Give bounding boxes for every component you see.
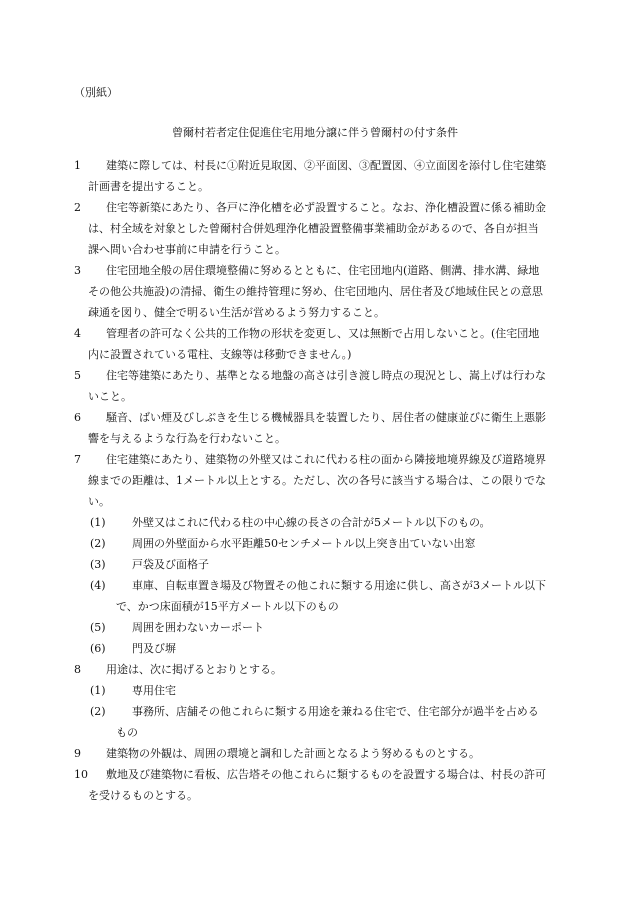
sub-item-number: (2) bbox=[90, 537, 106, 550]
condition-item-1 bbox=[74, 155, 548, 197]
condition-item-5 bbox=[74, 365, 548, 407]
sub-item-number: (5) bbox=[90, 621, 106, 634]
item-number: 1 bbox=[74, 159, 81, 172]
item-number: 4 bbox=[74, 327, 81, 340]
sub-item-7-3 bbox=[74, 554, 548, 575]
condition-item-7 bbox=[74, 449, 548, 512]
condition-item-2 bbox=[74, 197, 548, 260]
item-number: 3 bbox=[74, 264, 81, 277]
sub-item-number: (2) bbox=[90, 705, 106, 718]
item-text: 騒音、ばい煙及びしぶきを生じる機械器具を装置したり、居住者の健康並びに衛生上悪影響を与えるような行為を行わないこと。 bbox=[88, 411, 546, 445]
item-text: 住宅等新築にあたり、各戸に浄化槽を必ず設置すること。なお、浄化槽設置に係る補助金は、村全域を対象とした曾爾村合併処理浄化槽設置整備事業補助金があるので、各自が担当課へ問い合わせ事前に申請を行うこと。 bbox=[88, 201, 546, 256]
condition-item-4 bbox=[74, 323, 548, 365]
item-text: 建築に際しては、村長に①附近見取図、②平面図、③配置図、④立面図を添付し住宅建築計画書を提出すること。 bbox=[88, 159, 546, 193]
sub-item-text: 門及び塀 bbox=[132, 642, 176, 655]
sub-item-7-2 bbox=[74, 533, 548, 554]
sub-item-number: (3) bbox=[90, 558, 106, 571]
conditions-list bbox=[74, 155, 548, 806]
sub-item-text: 周囲の外壁面から水平距離50センチメートル以上突き出ていない出窓 bbox=[132, 537, 476, 550]
sub-item-text: 事務所、店舗その他これらに類する用途を兼ねる住宅で、住宅部分が過半を占めるもの bbox=[116, 705, 539, 739]
item-text: 住宅建築にあたり、建築物の外壁又はこれに代わる柱の面から隣接地境界線及び道路境界線までの距離は、1メートル以上とする。ただし、次の各号に該当する場合は、この限りでない。 bbox=[88, 453, 546, 508]
sub-item-8-1 bbox=[74, 680, 548, 701]
sub-item-7-5 bbox=[74, 617, 548, 638]
sub-item-number: (4) bbox=[90, 579, 106, 592]
item-number: 5 bbox=[74, 369, 81, 382]
condition-item-10 bbox=[74, 764, 548, 806]
sub-item-text: 周囲を囲わないカーポート bbox=[132, 621, 264, 634]
item-number: 9 bbox=[74, 747, 81, 760]
sub-item-text: 外壁又はこれに代わる柱の中心線の長さの合計が5メートル以下のもの。 bbox=[132, 516, 491, 529]
annex-label: （別紙） bbox=[74, 86, 118, 99]
sub-item-number: (1) bbox=[90, 516, 106, 529]
sub-item-7-1 bbox=[74, 512, 548, 533]
condition-item-8 bbox=[74, 659, 548, 680]
item-text: 敷地及び建築物に看板、広告塔その他これらに類するものを設置する場合は、村長の許可を受けるものとする。 bbox=[88, 768, 546, 802]
condition-item-9 bbox=[74, 743, 548, 764]
item-text: 建築物の外観は、周囲の環境と調和した計画となるよう努めるものとする。 bbox=[106, 747, 480, 760]
document-title: 曾爾村若者定住促進住宅用地分譲に伴う曾爾村の付す条件 bbox=[172, 126, 458, 139]
sub-item-text: 戸袋及び面格子 bbox=[132, 558, 209, 571]
sub-item-text: 専用住宅 bbox=[132, 684, 176, 697]
condition-item-6 bbox=[74, 407, 548, 449]
item-text: 用途は、次に掲げるとおりとする。 bbox=[106, 663, 282, 676]
condition-item-3 bbox=[74, 260, 548, 323]
item-text: 管理者の許可なく公共的工作物の形状を変更し、又は無断で占用しないこと。(住宅団地内に設置されている電柱、支線等は移動できません。) bbox=[88, 327, 540, 361]
item-number: 8 bbox=[74, 663, 81, 676]
item-number: 7 bbox=[74, 453, 81, 466]
sub-item-number: (1) bbox=[90, 684, 106, 697]
sub-item-7-6 bbox=[74, 638, 548, 659]
item-number: 2 bbox=[74, 201, 81, 214]
item-text: 住宅等建築にあたり、基準となる地盤の高さは引き渡し時点の現況とし、嵩上げは行わないこと。 bbox=[88, 369, 546, 403]
item-text: 住宅団地全般の居住環境整備に努めるとともに、住宅団地内(道路、側溝、排水溝、緑地その他公共施設)の清掃、衛生の維持管理に努め、住宅団地内、居住者及び地域住民との意思疎通を図り、健全で明るい生活が営めるよう努力すること。 bbox=[88, 264, 543, 319]
item-number: 10 bbox=[74, 768, 88, 781]
item-number: 6 bbox=[74, 411, 81, 424]
sub-item-8-2 bbox=[74, 701, 548, 743]
sub-item-number: (6) bbox=[90, 642, 106, 655]
sub-item-7-4 bbox=[74, 575, 548, 617]
sub-item-text: 車庫、自転車置き場及び物置その他これに類する用途に供し、高さが3メートル以下で、かつ床面積が15平方メートル以下のもの bbox=[116, 579, 546, 613]
